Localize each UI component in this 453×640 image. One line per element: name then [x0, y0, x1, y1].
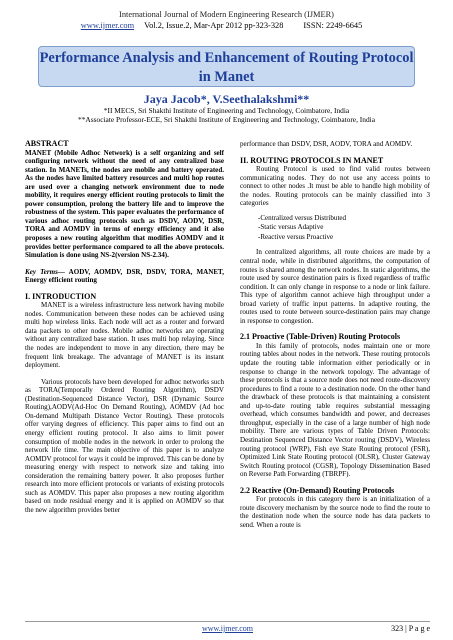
- right-column: [240, 140, 430, 529]
- subsection-2-2-paragraph: For protocols in this category there is an initialization of a route discovery mechanism by the source node to find the route to the destination node when the source node has data packets to send. When a route is: [240, 495, 430, 529]
- paper-authors: Jaya Jacob*, V.Seethalakshmi**: [143, 92, 310, 106]
- intro-paragraph-2: Various protocols have been developed for adhoc networks such as TORA(Temporally Ordered Routing Algorithm), DSDV (Destination-Sequenced Distance Vector), DSR (Dynamic Source Routing),AODV(Ad-Hoc On Demand Routing), AOMDV (Ad hoc On-demand Multipath Distance Vector Routing). These protocols offer varying degrees of efficiency. This paper aims to find out an energy efficient routing protocol. It also aims to limit power consumption of mobile nodes in the network in order to prolong the network life time. The main objective of this paper is to analyze AOMDV protocol for ways it could be improved. This can be done by measuring energy with respect to network size and taking into consideration the remaining battery power. It also proposes further research into more efficient protocols or variants of existing protocols such as AOMDV. This paper also proposes a new routing algorithm based on node residual energy and it is applied on AOMDV so that the new algorithm provides better: [25, 377, 224, 514]
- left-column: [25, 140, 224, 514]
- list-item: -Reactive versus Proactive: [258, 232, 334, 241]
- list-item: -Static versus Adaptive: [258, 223, 324, 232]
- journal-name: International Journal of Modern Engineering Research (IJMER): [119, 10, 334, 19]
- paper-title: Performance Analysis and Enhancement of Routing Protocol in Manet: [38, 46, 415, 87]
- subsection-2-1-heading: 2.1 Proactive (Table-Driven) Routing Protocols: [240, 332, 401, 342]
- journal-website-link[interactable]: www.ijmer.com: [80, 21, 135, 30]
- abstract-text: MANET (Mobile Adhoc Network) is a self organizing and self configuring network without the need of any centralized base station. In MANETs, the nodes are mobile and battery operated. As the nodes have limited battery resources and multi hop routes are used over a changing network environment due to node mobility, it requires energy efficient routing protocols to limit the power consumption, prolong the battery life and to improve the robustness of the system. This paper evaluates the performance of various adhoc routing protocols such as DSDV, AODV, DSR, TORA and AOMDV in terms of energy efficiency and it also proposes a new routing algorithm that modifies AOMDV and it provides better performance compared to all the above protocols. Simulation is done using NS-2(version NS-2.34).: [25, 148, 224, 260]
- keywords: [25, 268, 224, 285]
- keywords-label: Key Terms—: [25, 267, 65, 276]
- section-2-paragraph-2: In centralized algorithms, all route choices are made by a central node, while in distributed algorithms, the computation of routes is shared among the network nodes. In static algorithms, the route used by source destination pairs is fixed regardless of traffic condition. It can only change in response to a node or link failure. This type of algorithm cannot achieve high throughput under a broad variety of traffic input patterns. In adaptive routing, the routes used to route between source-destination pairs may change in response to congestion.: [240, 248, 430, 325]
- subsection-2-2-heading: 2.2 Reactive (On-Demand) Routing Protocols: [240, 485, 395, 495]
- journal-volume: Vol.2, Issue.2, Mar-Apr 2012 pp-323-328: [144, 21, 284, 30]
- affiliation-2: **Associate Professor-ECE, Sri Shakthi Institute of Engineering and Technology, Coimbatore, India: [78, 115, 375, 124]
- page-footer: [25, 621, 430, 634]
- keywords-text: AODV, AOMDV, DSR, DSDV, TORA, MANET, Energy efficient routing: [25, 267, 224, 285]
- footer-website-link[interactable]: www.ijmer.com: [201, 624, 254, 633]
- journal-issn: ISSN: 2249-6645: [303, 21, 363, 30]
- journal-info-line: [0, 21, 453, 31]
- intro-continuation: performance than DSDV, DSR, AODV, TORA and AOMDV.: [240, 140, 413, 148]
- intro-paragraph-1: MANET is a wireless infrastructure less network having mobile nodes. Communication between these nodes can be achieved using multi hop wireless links. Each node will act as a router and forward data packets to other nodes. Mobile adhoc networks are operating without any centralized base station. It uses multi hop relaying. Since the nodes are independent to move in any direction, there may be frequent link breakage. The advantage of MANET is its instant deployment.: [25, 301, 224, 370]
- list-item: -Centralized versus Distributed: [258, 213, 347, 222]
- section-2-paragraph: Routing Protocol is used to find valid routes between communicating nodes. They do not use any access points to connect to other nodes .It must be able to handle high mobility of the nodes. Routing protocols can be mainly classified into 3 categories: [240, 165, 430, 208]
- page-number: 323 | P a g e: [391, 624, 430, 633]
- intro-heading: I. INTRODUCTION: [25, 291, 97, 301]
- section-2-heading: II. ROUTING PROTOCOLS IN MANET: [240, 155, 384, 165]
- subsection-2-1-paragraph: In this family of protocols, nodes maintain one or more routing tables about nodes in the network. These routing protocols update the routing table information either periodically or in response to change in the network topology. The advantage of these protocols is that a source node does not need route-discovery procedures to find a route to a destination node. On the other hand the drawback of these protocols is that maintaining a consistent and up-to-date routing table requires substantial messaging overhead, which consumes bandwidth and power, and decreases throughput, especially in the case of a large number of high node mobility. There are various types of Table Driven Protocols: Destination Sequenced Distance Vector routing (DSDV), Wireless routing protocol (WRP), Fish eye State Routing protocol (FSR), Optimized Link State Routing protocol (OLSR), Cluster Gateway Switch Routing protocol (CGSR), Topology Dissemination Based on Reverse Path Forwarding (TBRPF).: [240, 341, 430, 479]
- affiliation-1: *II MECS, Sri Shakthi Institute of Engineering and Technology, Coimbatore, India: [103, 106, 350, 115]
- abstract-heading: ABSTRACT: [25, 139, 69, 148]
- protocol-categories-list: [240, 214, 430, 242]
